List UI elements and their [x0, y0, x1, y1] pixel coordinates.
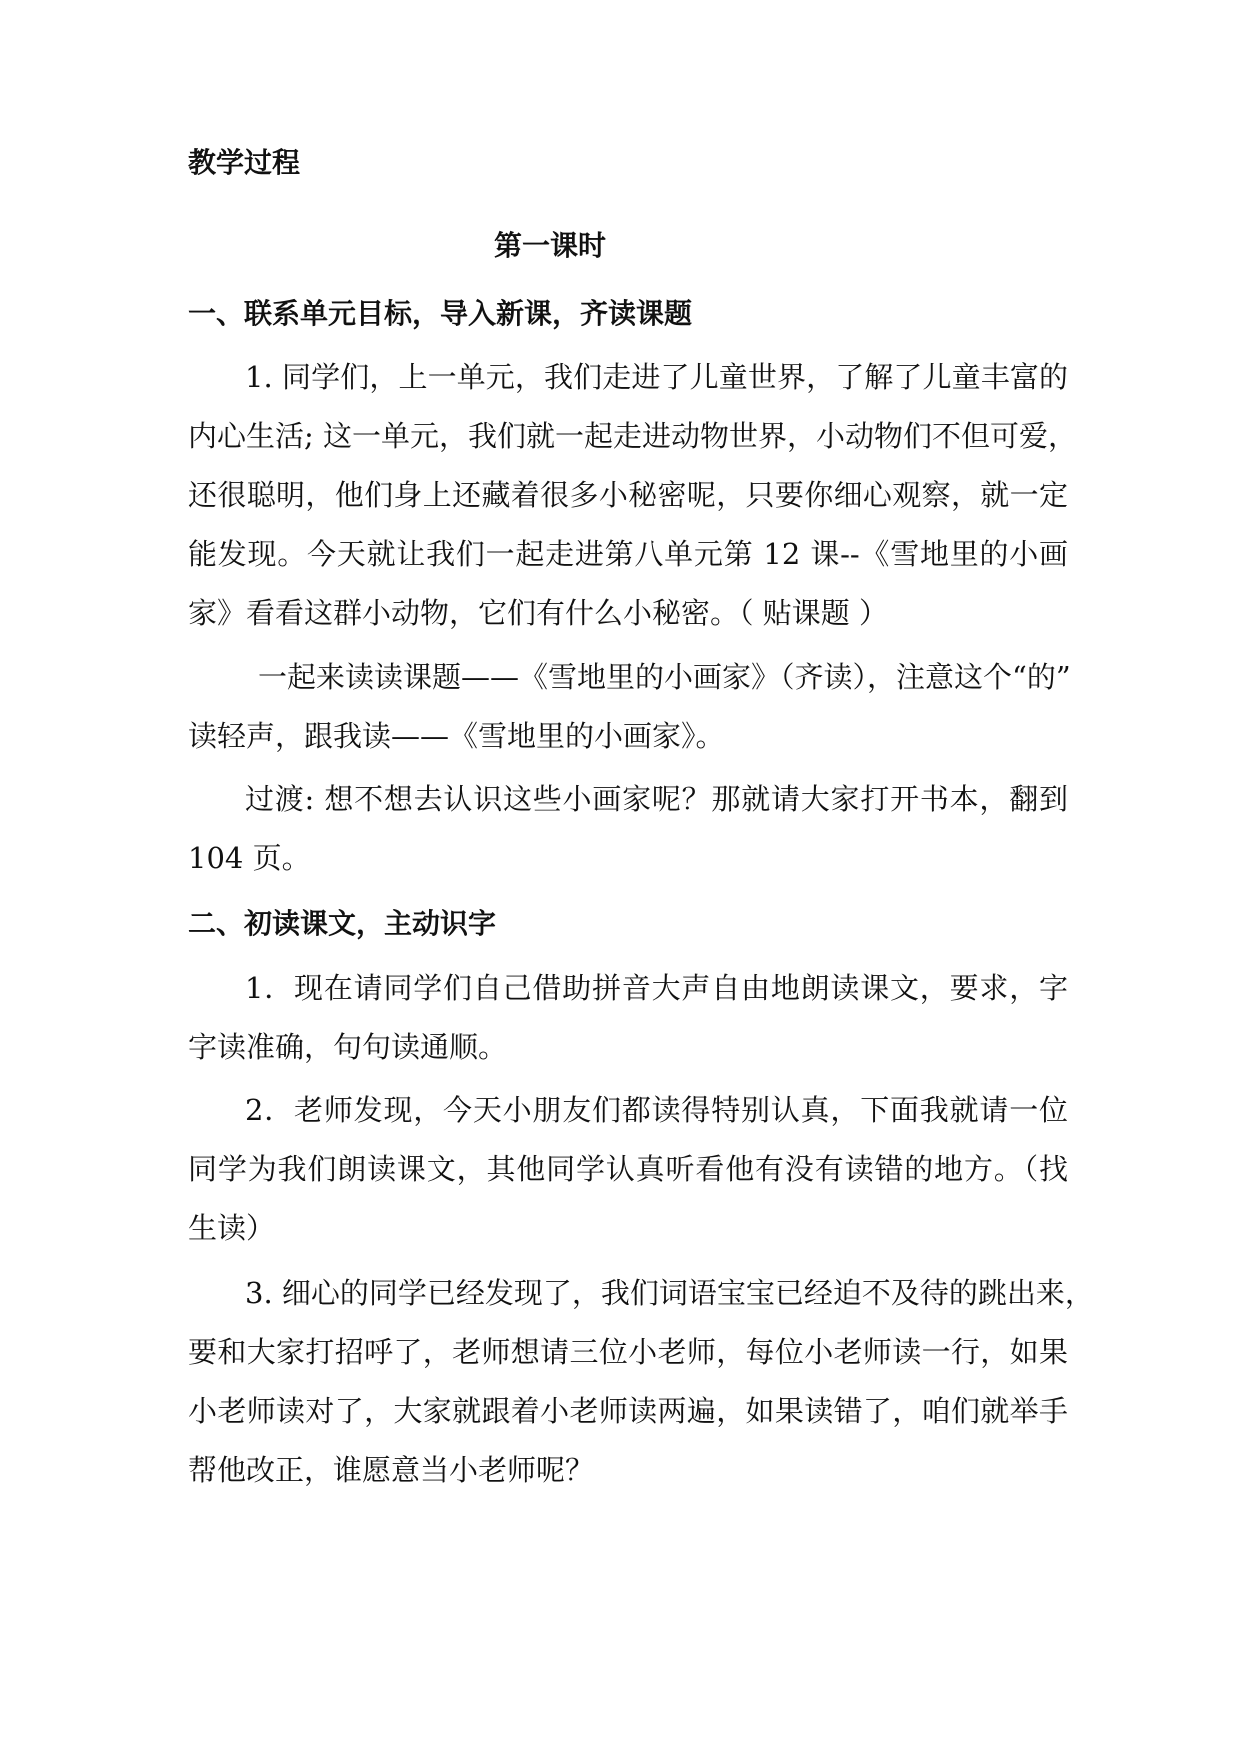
list-item-line: 3. 细心的同学已经发现了，我们词语宝宝已经迫不及待的跳出来，: [245, 1276, 1094, 1310]
part2-heading: 二、初读课文，主动识字: [188, 907, 497, 940]
paragraph-line: 1. 同学们，上一单元，我们走进了儿童世界，了解了儿童丰富的: [245, 360, 1068, 394]
paragraph-line: 能发现。今天就让我们一起走进第八单元第 12 课--《雪地里的小画: [188, 537, 1068, 571]
list-item-line: 同学为我们朗读课文，其他同学认真听看他有没有读错的地方。（找: [188, 1152, 1068, 1186]
paragraph-line: 104 页。: [188, 841, 311, 875]
list-item-line: 字读准确，句句读通顺。: [188, 1030, 508, 1064]
list-item-line: 生读）: [188, 1211, 276, 1245]
paragraph-line: 家》看看这群小动物，它们有什么小秘密。（ 贴课题 ）: [188, 596, 888, 630]
list-item-line: 1．现在请同学们自己借助拼音大声自由地朗读课文，要求，字: [245, 971, 1068, 1005]
part1-heading: 一、联系单元目标，导入新课，齐读课题: [188, 297, 693, 330]
list-item-line: 要和大家打招呼了，老师想请三位小老师，每位小老师读一行，如果: [188, 1335, 1068, 1369]
paragraph-line: 读轻声，跟我读——《雪地里的小画家》。: [188, 719, 725, 753]
list-item-line: 帮他改正，谁愿意当小老师呢？: [188, 1453, 595, 1487]
list-item-line: 小老师读对了，大家就跟着小老师读两遍，如果读错了，咱们就举手: [188, 1394, 1068, 1428]
lesson-title: 第一课时: [493, 229, 606, 262]
paragraph-line: 过渡: 想不想去认识这些小画家呢？那就请大家打开书本，翻到: [245, 782, 1068, 816]
paragraph-line: 还很聪明，他们身上还藏着很多小秘密呢，只要你细心观察，就一定: [188, 478, 1068, 512]
list-item-line: 2．老师发现，今天小朋友们都读得特别认真，下面我就请一位: [245, 1093, 1068, 1127]
paragraph-line: 一起来读读课题——《雪地里的小画家》（齐读），注意这个“的”: [258, 660, 1071, 694]
paragraph-line: 内心生活; 这一单元，我们就一起走进动物世界，小动物们不但可爱，: [188, 419, 1077, 453]
section-title: 教学过程: [188, 146, 301, 179]
